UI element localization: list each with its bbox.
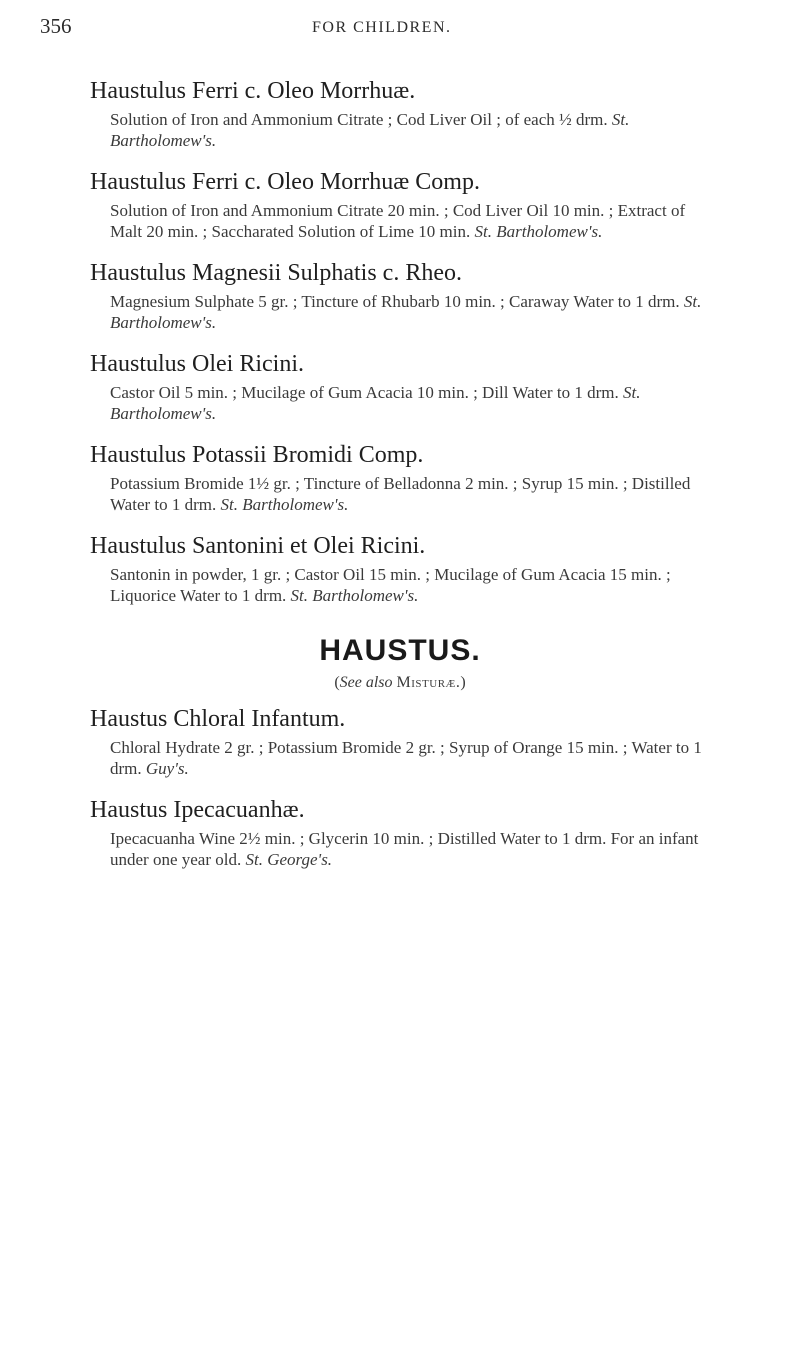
running-title: FOR CHILDREN.	[312, 19, 452, 36]
recipe-source: St. Bartholomew's.	[110, 383, 641, 423]
running-head	[40, 14, 760, 42]
recipe-entry	[90, 258, 730, 333]
recipe-title: Haustus Ipecacuanhæ.	[90, 797, 305, 823]
cross-ref-open: (	[334, 674, 340, 691]
page-number: 356	[40, 14, 72, 38]
recipe-entry	[90, 531, 730, 606]
recipe-body	[90, 109, 710, 151]
recipe-entry	[90, 349, 730, 424]
recipe-body	[90, 564, 710, 606]
recipe-ingredients: Magnesium Sulphate 5 gr. ; Tincture of Rhubarb 10 min. ; Caraway Water to 1 drm.	[110, 292, 680, 311]
recipe-source: St. Bartholomew's.	[290, 586, 419, 605]
section-heading: HAUSTUS.	[319, 634, 481, 667]
recipe-ingredients: Solution of Iron and Ammonium Citrate 20 min. ; Cod Liver Oil 10 min. ; Extract of Malt 20 min. ; Saccharated Solution of Lime 10 min.	[110, 201, 686, 241]
recipe-title: Haustulus Olei Ricini.	[90, 351, 304, 377]
recipe-entry	[90, 795, 730, 870]
recipe-ingredients: Solution of Iron and Ammonium Citrate ; Cod Liver Oil ; of each ½ drm.	[110, 110, 608, 129]
recipe-body	[90, 828, 710, 870]
recipe-title: Haustus Chloral Infantum.	[90, 706, 346, 732]
recipe-source: St. Bartholomew's.	[110, 292, 702, 332]
recipe-entry	[90, 167, 730, 242]
recipe-ingredients: Santonin in powder, 1 gr. ; Castor Oil 15 min. ; Mucilage of Gum Acacia 15 min. ; Liquorice Water to 1 drm.	[110, 565, 671, 605]
recipe-source: St. Bartholomew's.	[474, 222, 603, 241]
section-cross-reference	[70, 674, 730, 692]
recipe-source: St. Bartholomew's.	[220, 495, 349, 514]
recipe-body	[90, 200, 710, 242]
recipe-ingredients: Potassium Bromide 1½ gr. ; Tincture of Belladonna 2 min. ; Syrup 15 min. ; Distilled Water to 1 drm.	[110, 474, 691, 514]
cross-ref-close: )	[460, 674, 466, 691]
recipe-ingredients: Castor Oil 5 min. ; Mucilage of Gum Acacia 10 min. ; Dill Water to 1 drm.	[110, 383, 619, 402]
recipe-title: Haustulus Ferri c. Oleo Morrhuæ Comp.	[90, 169, 480, 195]
recipe-body	[90, 291, 710, 333]
recipe-source: Guy's.	[145, 759, 189, 778]
recipe-title: Haustulus Potassii Bromidi Comp.	[90, 442, 424, 468]
recipe-source: St. George's.	[245, 850, 333, 869]
recipe-body	[90, 473, 710, 515]
recipe-title: Haustulus Magnesii Sulphatis c. Rheo.	[90, 260, 462, 286]
recipe-title: Haustulus Ferri c. Oleo Morrhuæ.	[90, 78, 416, 104]
recipe-source: St. Bartholomew's.	[110, 110, 630, 150]
cross-ref-target: Misturæ.	[396, 674, 461, 691]
recipe-title: Haustulus Santonini et Olei Ricini.	[90, 533, 426, 559]
recipe-ingredients: Ipecacuanha Wine 2½ min. ; Glycerin 10 min. ; Distilled Water to 1 drm. For an infant under one year old.	[110, 829, 699, 869]
recipe-entry	[90, 76, 730, 151]
recipe-body	[90, 382, 710, 424]
cross-ref-see-also: See also	[339, 674, 393, 691]
page-content	[90, 76, 730, 886]
recipe-entry	[90, 440, 730, 515]
recipe-entry	[90, 704, 730, 779]
recipe-body	[90, 737, 710, 779]
recipe-ingredients: Chloral Hydrate 2 gr. ; Potassium Bromide 2 gr. ; Syrup of Orange 15 min. ; Water to 1 drm.	[110, 738, 702, 778]
